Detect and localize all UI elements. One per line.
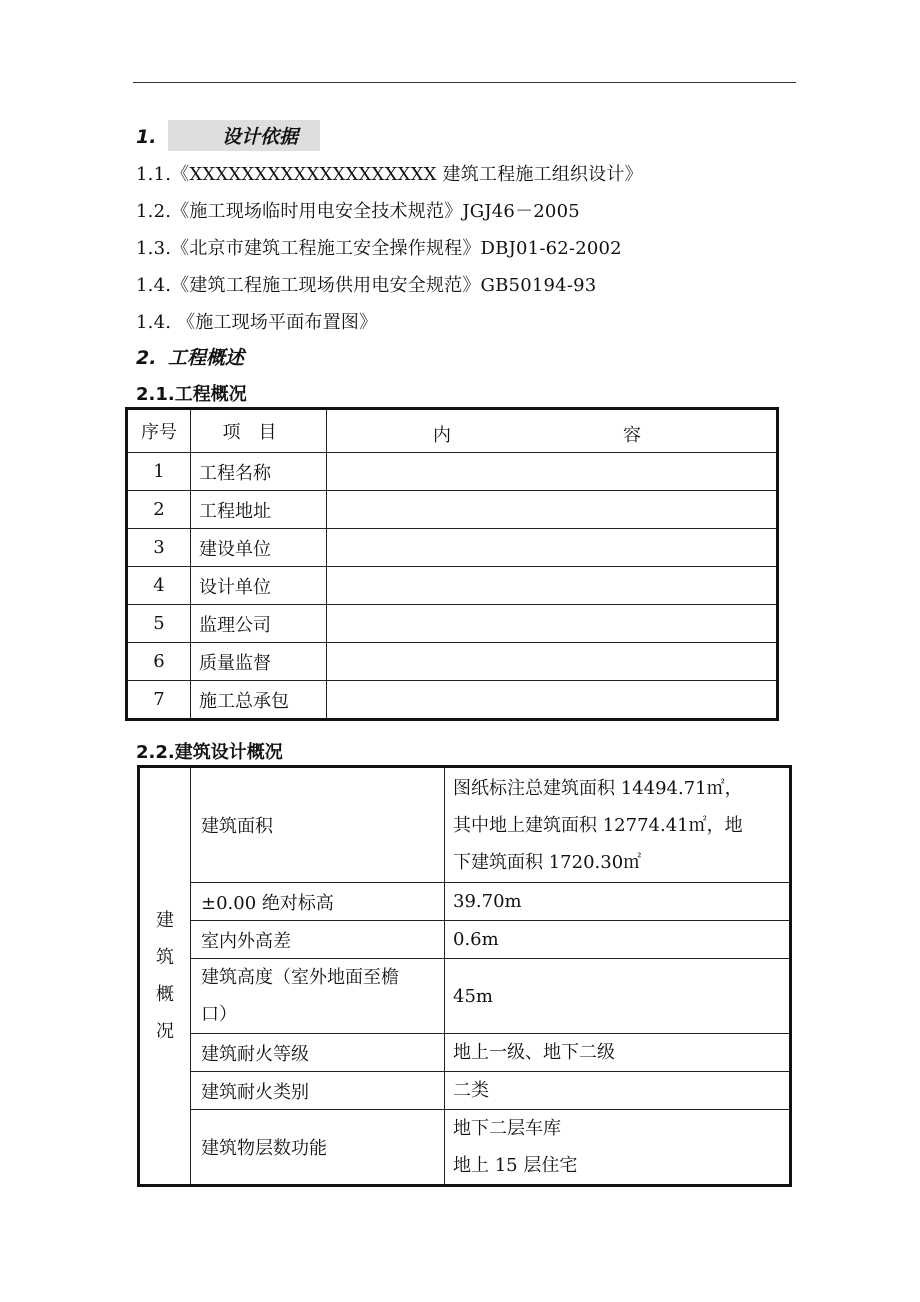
row-content	[327, 453, 778, 491]
value-line: 地下二层车库	[453, 1118, 561, 1139]
category-cell	[139, 767, 191, 1186]
row-value: 地上一级、地下二级	[445, 1034, 791, 1072]
row-num: 2	[127, 491, 191, 529]
table-row	[139, 921, 791, 959]
reference-number: 1.1.	[136, 164, 172, 185]
section-1-title: 设计依据	[168, 120, 320, 151]
row-content	[327, 567, 778, 605]
reference-number: 1.4.	[136, 312, 172, 333]
row-value	[445, 767, 791, 883]
table-row	[127, 567, 778, 605]
row-num: 4	[127, 567, 191, 605]
table-header-row	[127, 409, 778, 453]
label-line: 口）	[201, 1004, 237, 1025]
reference-text: 《施工现场平面布置图》	[171, 312, 378, 333]
header-content	[327, 409, 778, 453]
reference-text: 《XXXXXXXXXXXXXXXXXXX 建筑工程施工组织设计》	[171, 164, 643, 185]
table-row	[139, 767, 791, 883]
row-content	[327, 681, 778, 720]
row-label: 建筑耐火类别	[191, 1072, 445, 1110]
row-label: 建筑耐火等级	[191, 1034, 445, 1072]
row-value: 45m	[445, 959, 791, 1034]
reference-2	[136, 197, 580, 223]
reference-4	[136, 271, 596, 297]
value-line: 地上 15 层住宅	[453, 1155, 578, 1176]
table-row	[139, 959, 791, 1034]
building-design-table	[137, 765, 792, 1187]
header-rule	[133, 82, 796, 83]
row-label	[191, 959, 445, 1034]
header-content-char-2: 容	[623, 425, 641, 446]
row-content	[327, 529, 778, 567]
row-item: 工程地址	[191, 491, 327, 529]
row-content	[327, 643, 778, 681]
row-content	[327, 491, 778, 529]
section-1-number: 1.	[136, 126, 157, 148]
category-char: 况	[156, 1021, 174, 1042]
row-num: 6	[127, 643, 191, 681]
table-row	[139, 1072, 791, 1110]
category-char: 建	[156, 910, 174, 931]
table-row	[127, 491, 778, 529]
table-row	[139, 1110, 791, 1186]
category-char: 概	[156, 984, 174, 1005]
row-num: 5	[127, 605, 191, 643]
reference-text: 《施工现场临时用电安全技术规范》JGJ46－2005	[171, 201, 580, 222]
value-line: 下建筑面积 1720.30㎡	[453, 851, 642, 873]
row-value: 0.6m	[445, 921, 791, 959]
table-row	[139, 1034, 791, 1072]
category-char: 筑	[156, 947, 174, 968]
row-num: 3	[127, 529, 191, 567]
subsection-2-1-title: 2.1.工程概况	[136, 384, 247, 405]
table-row	[139, 883, 791, 921]
row-item: 施工总承包	[191, 681, 327, 720]
table-row	[127, 605, 778, 643]
reference-text: 《建筑工程施工现场供用电安全规范》GB50194-93	[171, 275, 597, 296]
section-2-title: 工程概述	[168, 347, 245, 369]
reference-5	[136, 308, 377, 334]
reference-number: 1.2.	[136, 201, 172, 222]
row-label: 建筑物层数功能	[191, 1110, 445, 1186]
section-2-number: 2.	[136, 347, 157, 369]
reference-number: 1.3.	[136, 238, 172, 259]
subsection-2-2-title: 2.2.建筑设计概况	[136, 742, 283, 763]
table-row	[127, 681, 778, 720]
header-content-char-1: 内	[433, 425, 451, 446]
value-line: 其中地上建筑面积 12774.41㎡，地	[453, 814, 743, 836]
reference-text: 《北京市建筑工程施工安全操作规程》DBJ01-62-2002	[171, 238, 622, 259]
header-item: 项目	[191, 409, 327, 453]
row-num: 1	[127, 453, 191, 491]
row-item: 工程名称	[191, 453, 327, 491]
reference-number: 1.4.	[136, 275, 172, 296]
section-2-heading	[136, 343, 244, 370]
row-label: ±0.00 绝对标高	[191, 883, 445, 921]
section-1-heading	[136, 120, 320, 151]
row-item: 监理公司	[191, 605, 327, 643]
row-content	[327, 605, 778, 643]
row-item: 质量监督	[191, 643, 327, 681]
row-item: 建设单位	[191, 529, 327, 567]
header-num: 序号	[127, 409, 191, 453]
row-value: 二类	[445, 1072, 791, 1110]
row-num: 7	[127, 681, 191, 720]
project-overview-table	[125, 407, 779, 721]
reference-1	[136, 160, 643, 186]
table-row	[127, 453, 778, 491]
table-row	[127, 643, 778, 681]
row-value: 39.70m	[445, 883, 791, 921]
reference-3	[136, 234, 622, 260]
label-line: 建筑高度（室外地面至檐	[201, 967, 399, 988]
table-row	[127, 529, 778, 567]
row-value	[445, 1110, 791, 1186]
row-label: 建筑面积	[191, 767, 445, 883]
value-line: 图纸标注总建筑面积 14494.71㎡，	[453, 777, 743, 799]
row-item: 设计单位	[191, 567, 327, 605]
row-label: 室内外高差	[191, 921, 445, 959]
